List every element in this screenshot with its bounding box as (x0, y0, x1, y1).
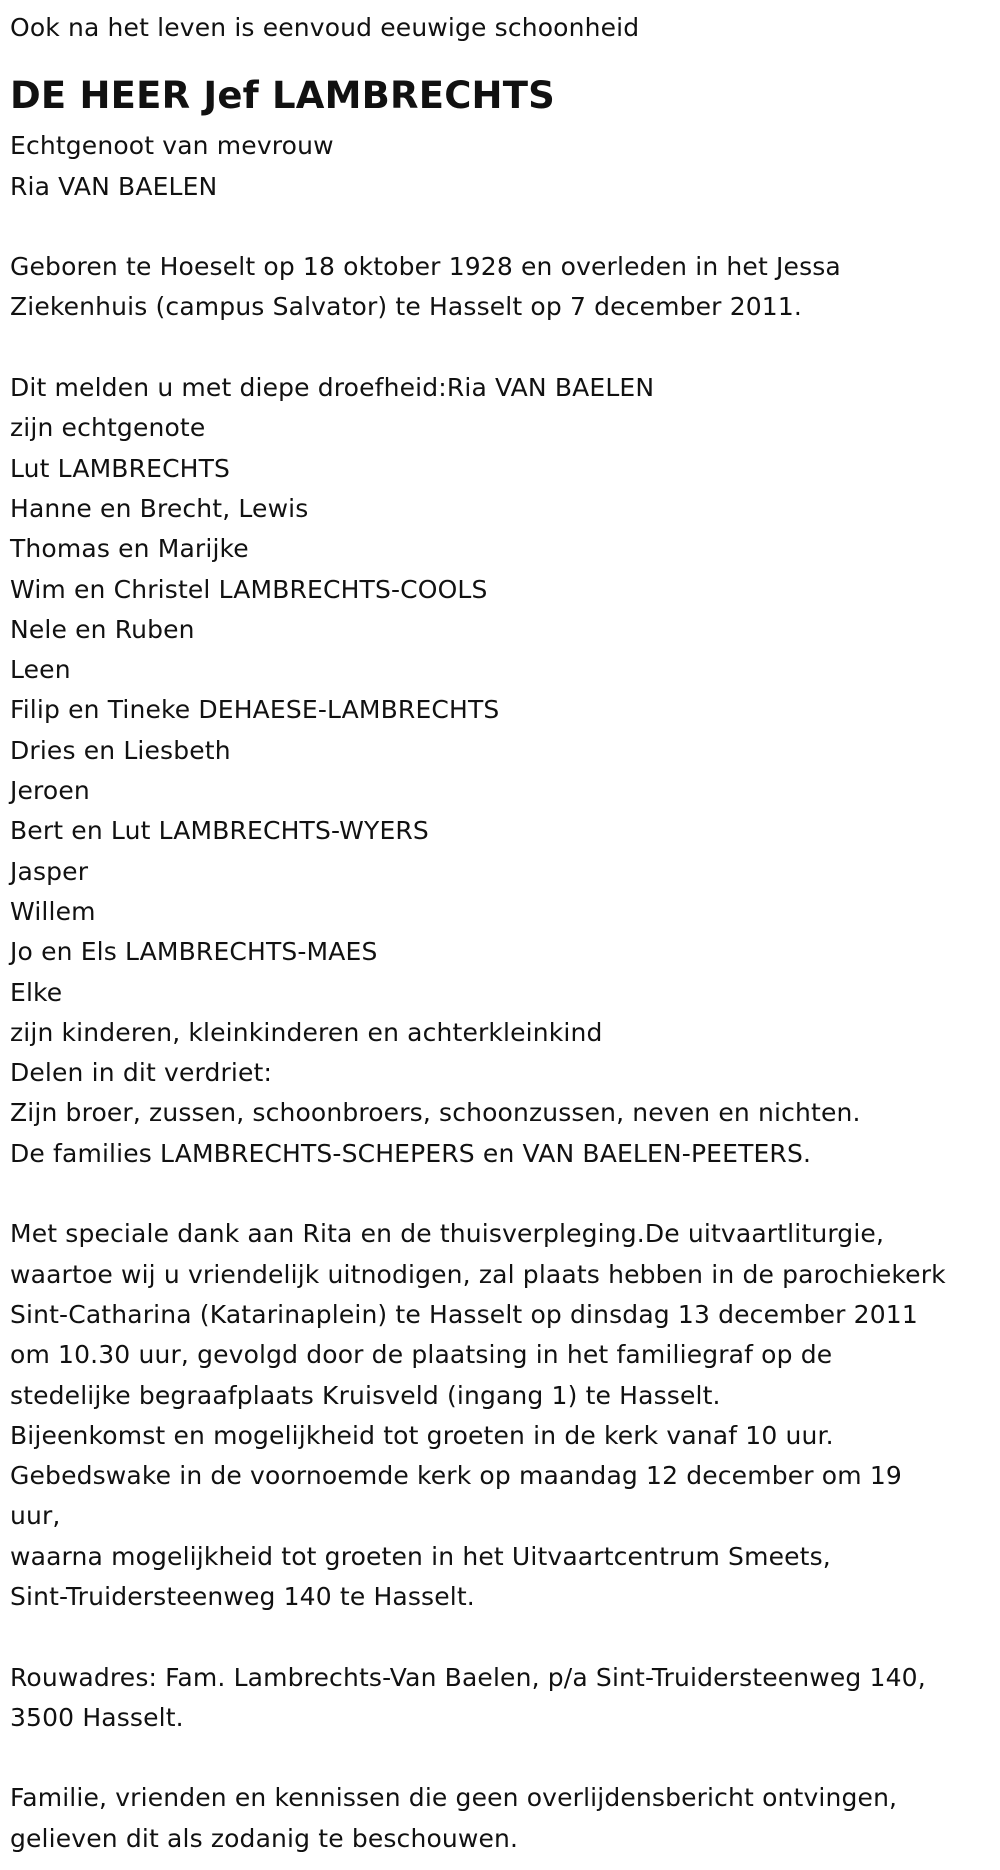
mourners-block (10, 368, 1000, 1174)
address-line: Rouwadres: Fam. Lambrechts-Van Baelen, p/a Sint-Truidersteenweg 140, (10, 1662, 926, 1692)
closing-line: Familie, vrienden en kennissen die geen overlijdensbericht ontvingen, (10, 1783, 898, 1813)
address-block (10, 1658, 1000, 1739)
mourner-line: zijn kinderen, kleinkinderen en achterkleinkind (10, 1017, 603, 1047)
mourner-line: zijn echtgenote (10, 413, 206, 443)
ceremony-line: stedelijke begraafplaats Kruisveld (ingang 1) te Hasselt. (10, 1380, 721, 1410)
paragraph-gap (10, 207, 1000, 247)
ceremony-line: waarna mogelijkheid tot groeten in het Uitvaartcentrum Smeets, (10, 1541, 831, 1571)
mourner-line: Zijn broer, zussen, schoonbroers, schoonzussen, neven en nichten. (10, 1098, 861, 1128)
paragraph-gap (10, 1738, 1000, 1778)
mourner-line: Elke (10, 977, 63, 1007)
ceremony-line: om 10.30 uur, gevolgd door de plaatsing in het familiegraf op de (10, 1340, 833, 1370)
mourner-line: Willem (10, 896, 96, 926)
motto: Ook na het leven is eenvoud eeuwige schoonheid (10, 13, 640, 42)
mourner-line: Leen (10, 655, 71, 685)
paragraph-gap (10, 1174, 1000, 1214)
birth-block (10, 247, 1000, 328)
mourner-line: Dit melden u met diepe droefheid:Ria VAN BAELEN (10, 373, 655, 403)
mourner-line: Jasper (10, 856, 89, 886)
ceremony-line: Met speciale dank aan Rita en de thuisverpleging.De uitvaartliturgie, (10, 1219, 885, 1249)
mourner-line: Wim en Christel LAMBRECHTS-COOLS (10, 574, 488, 604)
page-title: DE HEER Jef LAMBRECHTS (10, 74, 556, 118)
ceremony-line: Sint-Catharina (Katarinaplein) te Hasselt op dinsdag 13 december 2011 (10, 1299, 918, 1329)
mourner-line: Jo en Els LAMBRECHTS-MAES (10, 937, 378, 967)
spouse-block (10, 126, 1000, 207)
paragraph-gap (10, 1617, 1000, 1657)
paragraph-gap (10, 328, 1000, 368)
ceremony-line: Gebedswake in de voornoemde kerk op maandag 12 december om 19 (10, 1461, 902, 1491)
mourner-line: Delen in dit verdriet: (10, 1058, 273, 1088)
ceremony-line: Bijeenkomst en mogelijkheid tot groeten in de kerk vanaf 10 uur. (10, 1420, 834, 1450)
closing-block (10, 1778, 1000, 1859)
mourner-line: Bert en Lut LAMBRECHTS-WYERS (10, 816, 429, 846)
mourner-line: Dries en Liesbeth (10, 735, 231, 765)
spouse-line: Ria VAN BAELEN (10, 171, 218, 201)
mourner-line: Hanne en Brecht, Lewis (10, 493, 309, 523)
mourner-line: De families LAMBRECHTS-SCHEPERS en VAN BAELEN-PEETERS. (10, 1138, 812, 1168)
ceremony-line: uur, (10, 1501, 61, 1531)
ceremony-line: Sint-Truidersteenweg 140 te Hasselt. (10, 1581, 475, 1611)
address-line: 3500 Hasselt. (10, 1702, 184, 1732)
spouse-line: Echtgenoot van mevrouw (10, 131, 334, 161)
birth-line: Ziekenhuis (campus Salvator) te Hasselt op 7 december 2011. (10, 292, 803, 322)
ceremony-block (10, 1214, 1000, 1617)
closing-line: gelieven dit als zodanig te beschouwen. (10, 1823, 519, 1853)
mourner-line: Thomas en Marijke (10, 534, 249, 564)
mourner-line: Filip en Tineke DEHAESE-LAMBRECHTS (10, 695, 500, 725)
mourner-line: Nele en Ruben (10, 614, 195, 644)
birth-line: Geboren te Hoeselt op 18 oktober 1928 en overleden in het Jessa (10, 252, 841, 282)
mourner-line: Lut LAMBRECHTS (10, 453, 231, 483)
ceremony-line: waartoe wij u vriendelijk uitnodigen, zal plaats hebben in de parochiekerk (10, 1259, 946, 1289)
mourner-line: Jeroen (10, 776, 90, 806)
